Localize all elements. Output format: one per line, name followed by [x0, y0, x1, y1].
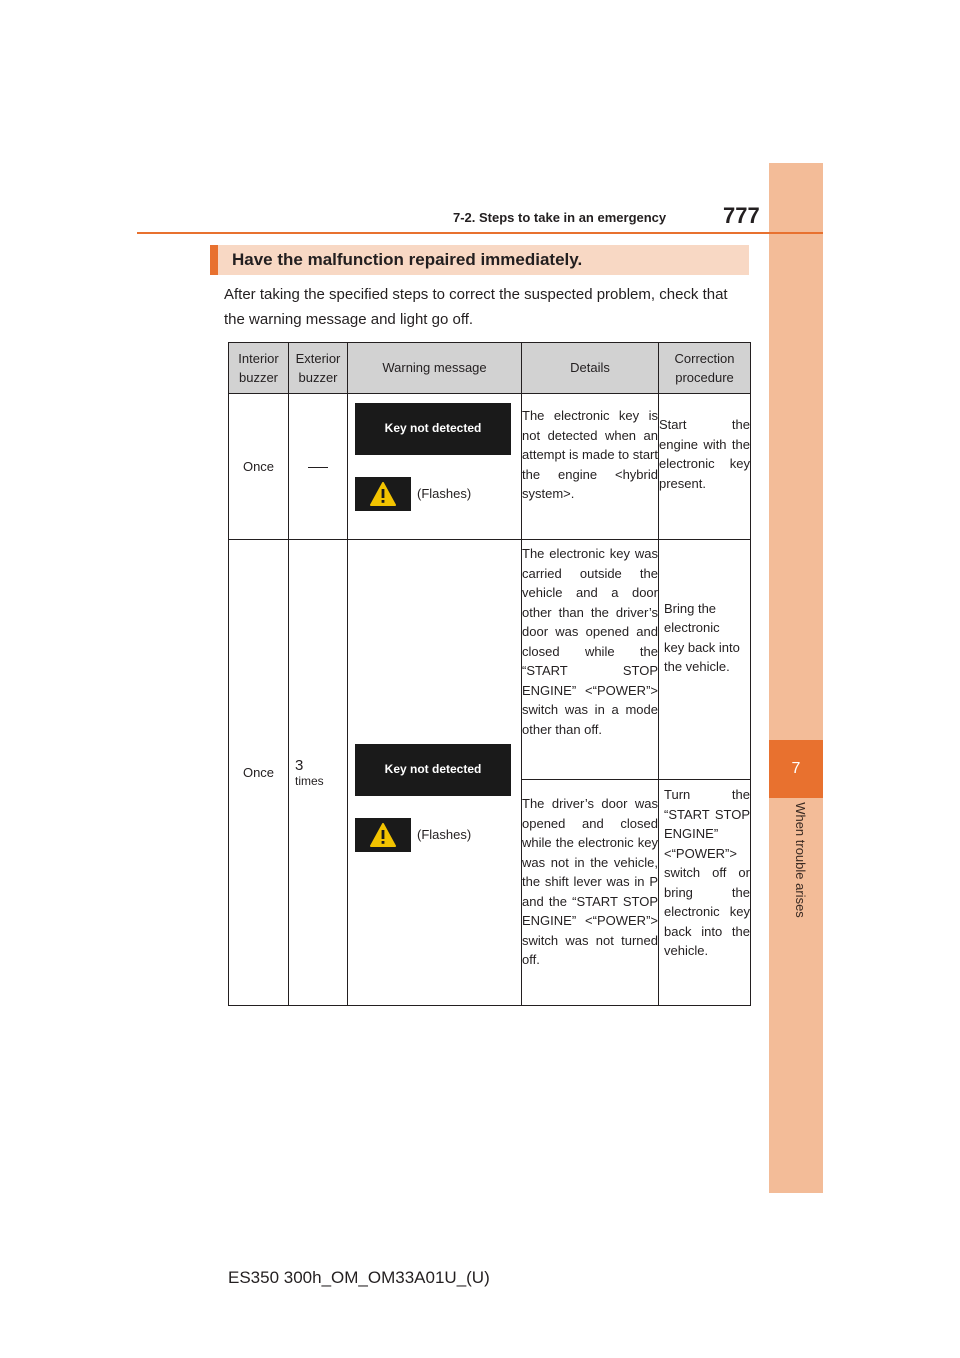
details-cell: The driver’s door was opened and closed while the electronic key was not in the vehicle, the shift lever was in P and the “START STOP ENGINE” <“POWER”> switch was not turned off. [522, 780, 659, 1006]
key-not-detected-display: Key not detected [355, 403, 511, 455]
correction-cell: Bring the electronic key back into the vehicle. [659, 540, 751, 780]
page-number: 777 [723, 203, 760, 228]
dash-mark [308, 467, 328, 468]
exterior-buzzer-cell [289, 394, 348, 540]
correction-cell: Start the engine with the electronic key present. [659, 394, 751, 540]
table-header-row [229, 343, 751, 394]
section-title: 7-2. Steps to take in an emergency [453, 210, 667, 225]
correction-cell: Turn the “START STOP ENGINE” <“POWER”> switch off or bring the electronic key back into the vehicle. [659, 780, 751, 1006]
heading-bar [210, 245, 749, 275]
details-cell: The electronic key was carried outside the vehicle and a door other than the driver’s door was opened and closed while the “START STOP ENGINE” <“POWER”> switch was in a mode other than off. [522, 540, 659, 780]
exterior-count: 3 [295, 756, 304, 774]
intro-paragraph: After taking the specified steps to correct the suspected problem, check that the warning message and light go off. [224, 286, 728, 328]
warning-table [228, 342, 751, 1006]
footer-code: ES350 300h_OM_OM33A01U_(U) [228, 1268, 490, 1287]
heading-title: Have the malfunction repaired immediately. [232, 250, 583, 269]
interior-buzzer-cell: Once [229, 540, 289, 1006]
chapter-number: 7 [769, 740, 823, 798]
warning-light [355, 818, 411, 852]
warning-message-cell [348, 540, 522, 1006]
warning-message-cell [348, 394, 522, 540]
warning-triangle-icon [370, 823, 396, 847]
header-correction-procedure: Correction procedure [659, 343, 751, 394]
header-rule [137, 232, 823, 234]
table-row [229, 540, 751, 780]
header-details: Details [522, 343, 659, 394]
interior-buzzer-cell: Once [229, 394, 289, 540]
flash-label: (Flashes) [417, 486, 472, 502]
header-warning-message: Warning message [348, 343, 522, 394]
header-interior-buzzer: Interior buzzer [229, 343, 289, 394]
warning-light [355, 477, 411, 511]
table-row [229, 394, 751, 540]
details-cell: The electronic key is not detected when an attempt is made to start the engine <hybrid system>. [522, 394, 659, 540]
side-tab [769, 163, 823, 1193]
header-exterior-buzzer: Exterior buzzer [289, 343, 348, 394]
chapter-label: When trouble arises [793, 802, 808, 918]
key-not-detected-display: Key not detected [355, 744, 511, 796]
warning-triangle-icon [370, 482, 396, 506]
exterior-unit: times [295, 773, 324, 788]
exterior-buzzer-cell [289, 540, 348, 1006]
flash-label: (Flashes) [417, 826, 472, 842]
